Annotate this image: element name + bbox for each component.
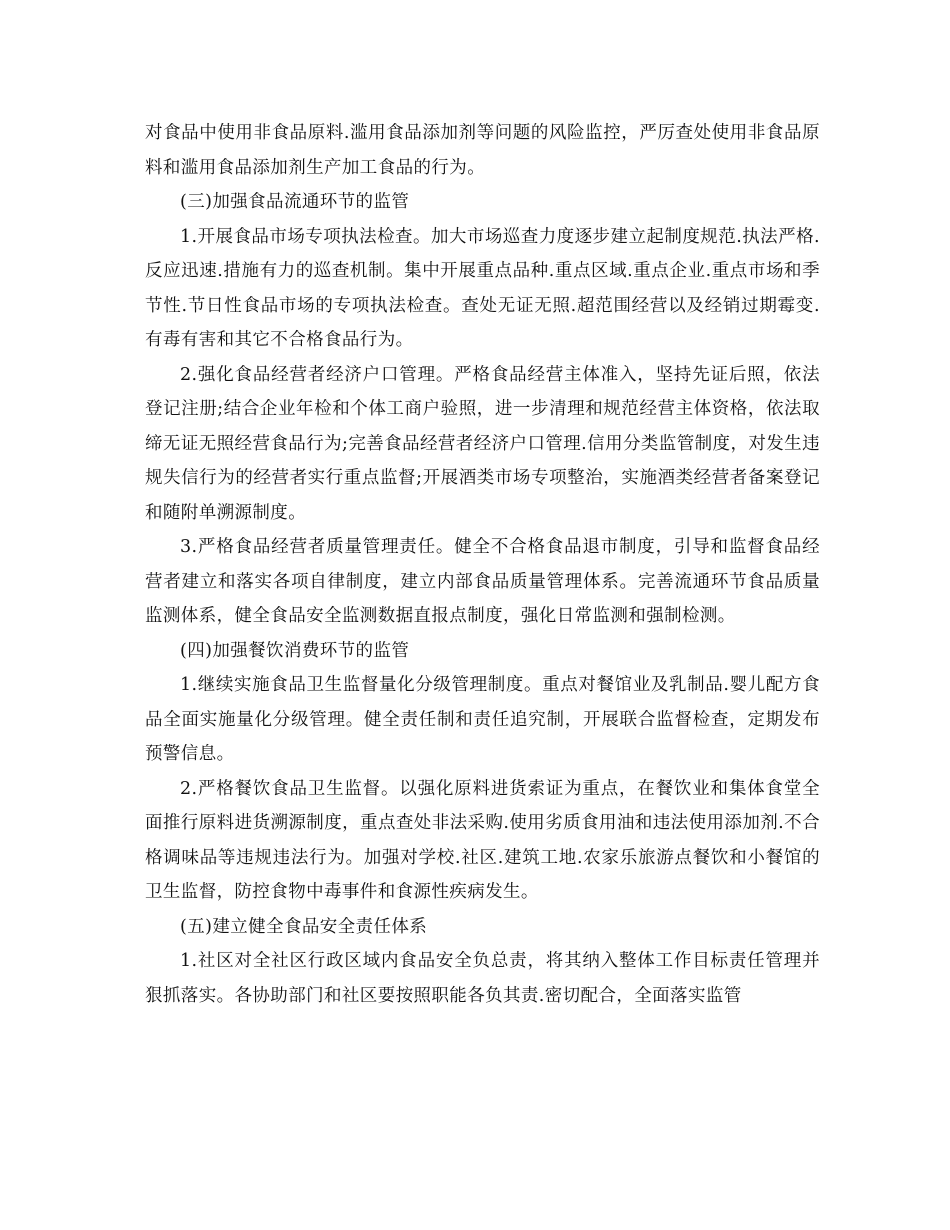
paragraph-market-inspection: 1.开展食品市场专项执法检查。加大市场巡查力度逐步建立起制度规范.执法严格.反应迅速.措施有力的巡查机制。集中开展重点品种.重点区域.重点企业.重点市场和季节性.节日性食品市场的专项执法检查。查处无证无照.超范围经营以及经销过期霉变.有毒有害和其它不合格食品行为。: [145, 226, 820, 350]
paragraph-community-responsibility: 1.社区对全社区行政区域内食品安全负总责，将其纳入整体工作目标责任管理并狠抓落实。各协助部门和社区要按照职能各负其责.密切配合，全面落实监管: [145, 951, 820, 1006]
paragraph-hygiene-grading: 1.继续实施食品卫生监督量化分级管理制度。重点对餐馆业及乳制品.婴儿配方食品全面实施量化分级管理。健全责任制和责任追究制，开展联合监督检查，定期发布预警信息。: [145, 675, 820, 764]
section-heading-5: (五)建立健全食品安全责任体系: [180, 916, 428, 937]
paragraph-quality-responsibility: 3.严格食品经营者质量管理责任。健全不合格食品退市制度，引导和监督食品经营者建立和落实各项自律制度，建立内部食品质量管理体系。完善流通环节食品质量监测体系，健全食品安全监测数据直报点制度，强化日常监测和强制检测。: [145, 537, 820, 626]
section-heading-4: (四)加强餐饮消费环节的监管: [180, 640, 410, 661]
paragraph-continuation: 对食品中使用非食品原料.滥用食品添加剂等问题的风险监控，严厉查处使用非食品原料和滥用食品添加剂生产加工食品的行为。: [145, 123, 820, 178]
paragraph-operator-registry: 2.强化食品经营者经济户口管理。严格食品经营主体准入，坚持先证后照，依法登记注册;结合企业年检和个体工商户验照，进一步清理和规范经营主体资格，依法取缔无证无照经营食品行为;完善食品经营者经济户口管理.信用分类监管制度，对发生违规失信行为的经营者实行重点监督;开展酒类市场专项整治，实施酒类经营者备案登记和随附单溯源制度。: [145, 364, 820, 523]
section-heading-3: (三)加强食品流通环节的监管: [180, 192, 410, 212]
document-body: [145, 116, 820, 1013]
paragraph-catering-supervision: 2.严格餐饮食品卫生监督。以强化原料进货索证为重点，在餐饮业和集体食堂全面推行原料进货溯源制度，重点查处非法采购.使用劣质食用油和违法使用添加剂.不合格调味品等违规违法行为。加强对学校.社区.建筑工地.农家乐旅游点餐饮和小餐馆的卫生监督，防控食物中毒事件和食源性疾病发生。: [145, 778, 820, 902]
